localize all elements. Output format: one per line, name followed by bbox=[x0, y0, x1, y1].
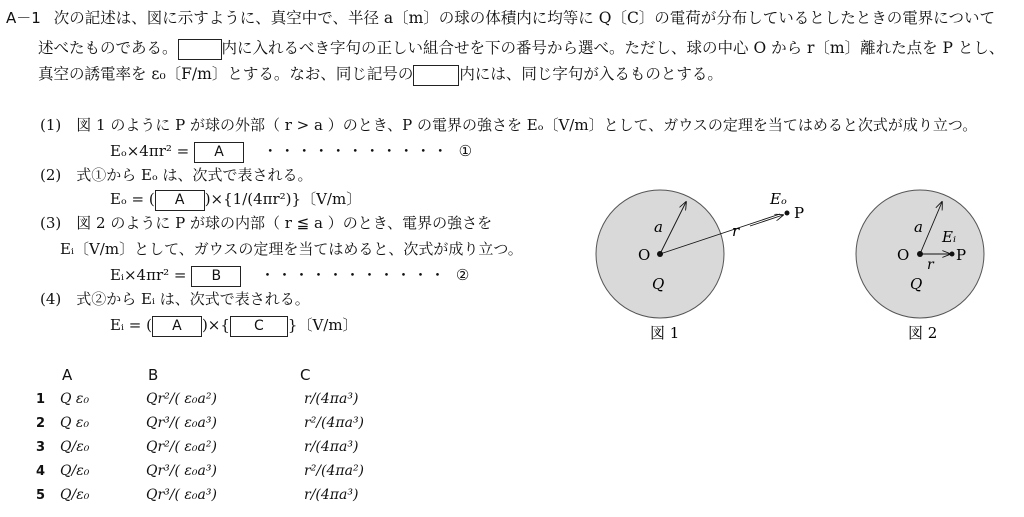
figure-1-label-p: P bbox=[794, 204, 805, 222]
figure-2 bbox=[856, 190, 984, 342]
question-line-1 bbox=[6, 6, 995, 30]
option-value-a: Q ε₀ bbox=[60, 391, 90, 407]
question-text-3b: 内には、同じ字句が入るものとする。 bbox=[459, 65, 723, 83]
equation-2-rhs: )×{1/(4πr²)}〔V/m〕 bbox=[204, 190, 362, 208]
figure-2-label-e: Eᵢ bbox=[942, 228, 956, 246]
option-value-b: Qr³/( ε₀a³) bbox=[146, 487, 217, 503]
options-header-b: B bbox=[148, 366, 159, 384]
question-text-1: 次の記述は、図に示すように、真空中で、半径 a〔m〕の球の体積内に均等に Q〔C〕の電荷が分布しているとしたときの電界について bbox=[53, 9, 995, 27]
equation-4-rhs: }〔V/m〕 bbox=[287, 316, 358, 334]
option-value-b: Qr²/( ε₀a²) bbox=[146, 391, 217, 407]
item-3-text-b: Eᵢ〔V/m〕として、ガウスの定理を当てはめると、次式が成り立つ。 bbox=[60, 240, 523, 258]
equation-4-lhs: Eᵢ = ( bbox=[110, 316, 152, 334]
option-row[interactable] bbox=[36, 460, 365, 483]
figure-1-label-o: O bbox=[638, 246, 651, 264]
option-number: 1 bbox=[36, 392, 46, 407]
equation-4 bbox=[110, 314, 358, 337]
option-value-a: Q/ε₀ bbox=[60, 439, 90, 455]
figure-2-label-o: O bbox=[897, 246, 910, 264]
item-3-text-a: (3) 図 2 のように P が球の内部（ r ≦ a ）のとき、電界の強さを bbox=[40, 214, 493, 232]
option-row[interactable] bbox=[36, 388, 359, 411]
option-value-c: r²/(4πa²) bbox=[304, 463, 365, 479]
equation-4-box-a: A bbox=[152, 316, 202, 337]
figure-1-label-e: Eₒ bbox=[770, 190, 787, 208]
equation-1 bbox=[110, 140, 472, 163]
option-row[interactable] bbox=[36, 436, 359, 459]
answer-blank bbox=[178, 39, 222, 60]
question-text-3a: 真空の誘電率を ε₀〔F/m〕とする。なお、同じ記号の bbox=[38, 65, 414, 83]
equation-1-number: ① bbox=[458, 142, 473, 160]
item-1-text: (1) 図 1 のように P が球の外部（ r > a ）のとき、P の電界の強さを Eₒ〔V/m〕として、ガウスの定理を当てはめると次式が成り立つ。 bbox=[40, 116, 978, 134]
figure-2-point-p bbox=[950, 252, 955, 257]
answer-blank bbox=[413, 65, 459, 86]
figure-2-label-a: a bbox=[914, 218, 923, 236]
equation-3 bbox=[110, 264, 469, 287]
figure-2-label-r: r bbox=[927, 257, 934, 273]
figure-2-label-q: Q bbox=[910, 275, 923, 293]
option-number: 4 bbox=[36, 464, 46, 479]
option-value-b: Qr³/( ε₀a³) bbox=[146, 415, 217, 431]
figure-1-r-arrow bbox=[750, 215, 783, 226]
options-header-a: A bbox=[62, 366, 73, 384]
option-number: 2 bbox=[36, 416, 46, 431]
figure-2-label-p: P bbox=[956, 246, 967, 264]
item-4-text: (4) 式②から Eᵢ は、次式で表される。 bbox=[40, 290, 310, 308]
option-number: 3 bbox=[36, 440, 46, 455]
equation-1-box-a: A bbox=[194, 142, 244, 163]
option-value-b: Qr³/( ε₀a³) bbox=[146, 463, 217, 479]
question-line-2 bbox=[38, 36, 1004, 60]
figures bbox=[590, 180, 1020, 350]
equation-3-dots: ・・・・・・・・・・・ bbox=[260, 266, 448, 284]
equation-4-mid: )×{ bbox=[201, 316, 230, 334]
equation-2-box-a: A bbox=[155, 190, 205, 211]
option-value-c: r/(4πa³) bbox=[304, 391, 359, 407]
equation-2-lhs: Eₒ = ( bbox=[110, 190, 155, 208]
equation-4-box-c: C bbox=[230, 316, 288, 337]
option-row[interactable] bbox=[36, 484, 359, 507]
question-number: A－1 bbox=[6, 9, 41, 27]
option-row[interactable] bbox=[36, 412, 365, 435]
equation-1-lhs: Eₒ×4πr² = bbox=[110, 142, 190, 160]
figure-1 bbox=[596, 190, 804, 342]
equation-3-box-b: B bbox=[191, 266, 241, 287]
figure-1-caption: 図 1 bbox=[650, 324, 680, 342]
option-value-b: Qr²/( ε₀a²) bbox=[146, 439, 217, 455]
equation-2 bbox=[110, 188, 361, 211]
equation-1-dots: ・・・・・・・・・・・ bbox=[262, 142, 450, 160]
option-value-a: Q ε₀ bbox=[60, 415, 90, 431]
option-value-c: r/(4πa³) bbox=[304, 487, 359, 503]
equation-3-lhs: Eᵢ×4πr² = bbox=[110, 266, 187, 284]
option-value-c: r/(4πa³) bbox=[304, 439, 359, 455]
figure-1-label-r: r bbox=[732, 222, 740, 240]
question-text-2b: 内に入れるべき字句の正しい組合せを下の番号から選べ。ただし、球の中心 O から r〔m〕離れた点を P とし、 bbox=[221, 39, 1005, 57]
figure-2-caption: 図 2 bbox=[908, 324, 938, 342]
item-2-text: (2) 式①から Eₒ は、次式で表される。 bbox=[40, 166, 313, 184]
equation-3-number: ② bbox=[455, 266, 470, 284]
option-number: 5 bbox=[36, 488, 46, 503]
question-text-2a: 述べたものである。 bbox=[38, 39, 178, 57]
option-value-a: Q/ε₀ bbox=[60, 463, 90, 479]
option-value-a: Q/ε₀ bbox=[60, 487, 90, 503]
figure-1-label-q: Q bbox=[652, 275, 665, 293]
option-value-c: r²/(4πa³) bbox=[304, 415, 365, 431]
figure-1-label-a: a bbox=[654, 218, 663, 236]
figure-1-point-p bbox=[785, 211, 790, 216]
options-header-c: C bbox=[300, 366, 311, 384]
question-line-3 bbox=[38, 62, 723, 86]
